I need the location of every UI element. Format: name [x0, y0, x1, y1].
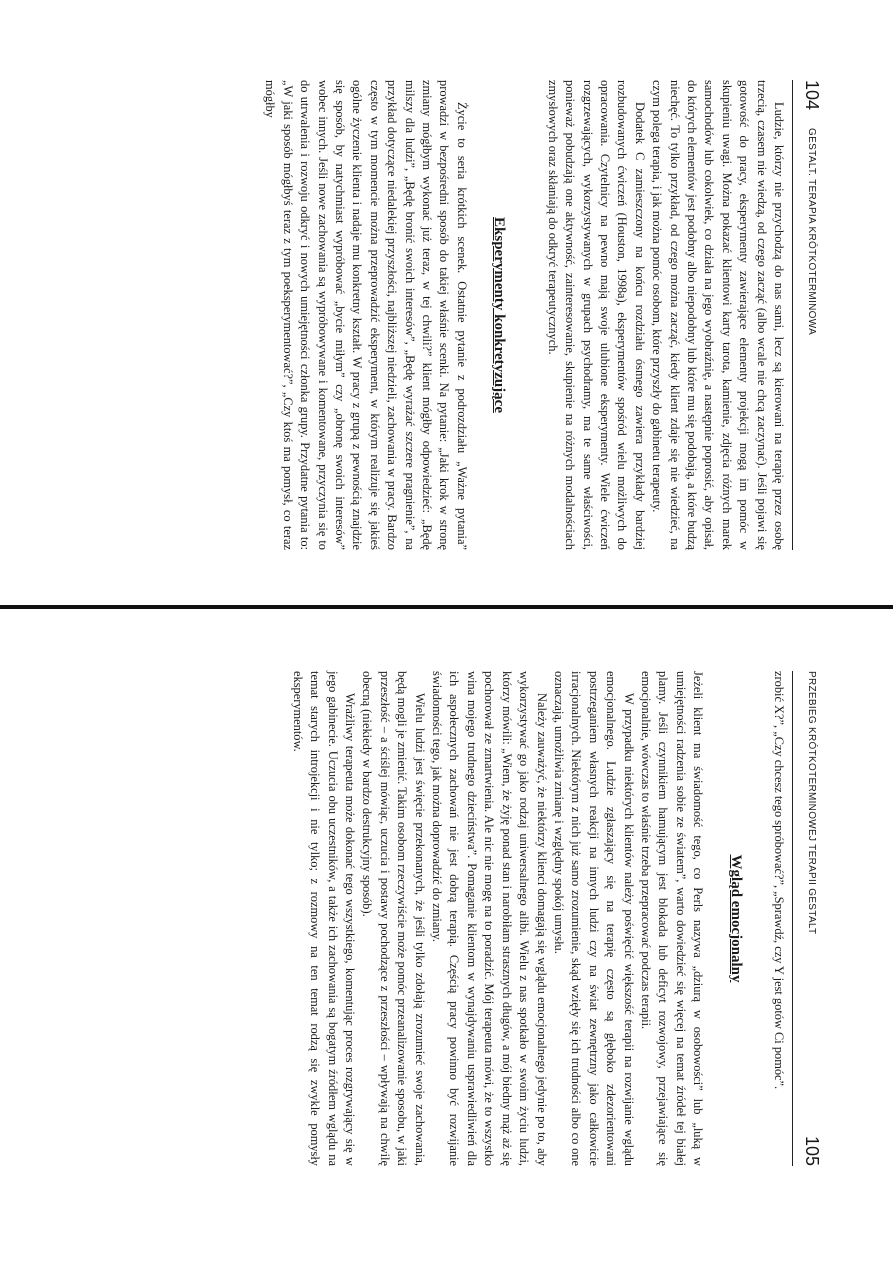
- right-page-header: [797, 671, 827, 1166]
- paragraph: Jeżeli klient ma świadomość tego, co Perls nazywa „dziurą w osobowości” lub „luką w umiejętności radzenia sobie ze światem”, warto dowiedzieć się więcej na temat źródeł tej białej plamy. Jeśli czynnikiem hamującym jest blokada lub deficyt rozwojowy, przejawiające się emocjonalnie, wówczas to właśnie trzeba przepracować podczas terapii.: [638, 671, 706, 1166]
- page-fold-divider: [0, 605, 893, 609]
- paragraph: Dodatek C zamieszczony na końcu rozdziału ósmego zawiera przykłady bardziej rozbudowanych ćwiczeń (Houston, 1998a), eksperymentów spośród wielu możliwych do opracowania. Czytelnicy na pewno mają swoje ulubione eksperymenty. Wiele ćwiczeń rozgrzewających, wykorzystywanych w grupach psychodramy, ma te same właściwości, ponieważ pobudzają one aktywność, zainteresowanie, skupienie na różnych modalnościach zmysłowych oraz skłaniają do odkryć terapeutycznych.: [545, 80, 647, 550]
- paragraph-continuation: zrobić X?”, „Czy chcesz tego spróbować?”, „Sprawdź, czy Y jest gotów Ci pomóc”.: [772, 671, 786, 1090]
- right-page: [0, 663, 893, 1263]
- header-rule: [792, 671, 793, 1166]
- paragraph: Należy zauważyć, że niektórzy klienci domagają się wglądu emocjonalnego jedynie po to, aby wykorzystywać go jako rodzaj uniwersalnego alibi. Wielu z nas spotkało w swoim życiu ludzi, którzy mówili: „Wiem, że żyję ponad stan i narobiłam strasznych długów, a mój biedny mąż aż się pochorował ze zmartwienia. Ale nic nie mogę na to poradzić. Mój terapeuta mówi, że to wszystko wina mojego trudnego dzieciństwa”. Pomaganie klientom w wynajdywaniu usprawiedliwień dla ich aspołecznych zachowań nie jest dobrą terapią. Częścią pracy powinno być rozwijanie świadomości tego, jak można doprowadzić do zmiany.: [430, 671, 549, 1166]
- paragraph: Wrażliwy terapeuta może dokonać tego wszystkiego, komentując proces rozgrywający się w jego gabinecie. Uczucia obu uczestników, a także ich zachowania są bogatym źródłem wglądu na temat starych introjekcji i nie tylko; z rozmowy na ten temat rodzą się zwykle pomysły eksperymentów.: [290, 671, 358, 1166]
- running-head: PRZEBIEG KRÓTKOTERMINOWEJ TERAPII GESTALT: [806, 671, 818, 935]
- left-page: [0, 0, 893, 600]
- paragraph: Wielu ludzi jest święcie przekonanych, że jeśli tylko zdołają zrozumieć swoje zachowania, będą mogli je zmienić. Takim osobom rzeczywiście może pomóc przeanalizowanie sposobu, w jaki przeszłość – a ściślej mówiąc, uczucia i postawy pochodzące z przeszłości – wpływają na chwilę obecną (niekiedy w bardzo destrukcyjny sposób).: [360, 671, 427, 1166]
- right-page-body: [288, 671, 787, 1166]
- page-number: 105: [802, 1135, 823, 1166]
- left-page-header: [797, 80, 827, 550]
- paragraph: Życie to seria krótkich scenek. Ostatnie pytanie z podrozdziału „Ważne pytania” prowadzi w bezpośredni sposób do takiej właśnie scenki. Na pytanie: „Jaki krok w stronę zmiany mógłbym wykonać już teraz, w tej chwili?” klient mógłby odpowiedzieć: „Będę milszy dla ludzi”, „Będę bronić swoich interesów”, „Będę wyrażać szczere pragnienie”, na przykład dotyczące niedalekiej przyszłości, najbliższej niedzieli, zachowania w pracy. Bardzo często w tym momencie można przeprowadzić eksperyment, w którym realizuje się jakieś ogólne życzenie klienta i nadaje mu konkretny kształt. W pracy z grupą z pewnością znajdzie się sposób, by natychmiast wypróbować „bycie miłym” czy „obronę swoich interesów” wobec innych. Jeśli nowe zachowania są wypróbowywane i komentowane, przyczynia się to do utrwalenia i rozwoju odkryć i nowych umiejętności członka grupy. Przydatne pytania to: „W jaki sposób mógłbyś teraz z tym poeksperymentować?”, „Czy ktoś ma pomysł, co teraz mógłby: [263, 80, 469, 550]
- section-heading: Wgląd emocjonalny: [727, 854, 744, 983]
- section-heading: Eksperymenty konkretyzujące: [491, 217, 508, 413]
- header-rule: [792, 80, 793, 550]
- page-number: 104: [802, 80, 823, 111]
- paragraph: Ludzie, którzy nie przychodzą do nas sami, lecz są kierowani na terapię przez osobę trzecią, czasem nie wiedzą, od czego zacząć (albo wcale nie chcą zaczynać). Jeśli pojawi się gotowość do pracy, eksperymenty zawierające elementy projekcji mogą im pomóc w skupieniu uwagi. Można pokazać klientowi karty tarota, kamienie, zdjęcia różnych marek samochodów lub cokolwiek, co działa na jego wyobraźnię, a następnie poprosić, aby opisał, do których elementów jest podobny albo niepodobny lub które mu się podobają, a które budzą niechęć. To tylko przykład, od czego można zacząć, kiedy klient zdaje się nie wiedzieć, na czym polega terapia, i jak można pomóc osobom, które przyszły do gabinetu terapeuty.: [650, 80, 786, 550]
- paragraph: W przypadku niektórych klientów należy poświęcić większość terapii na rozwijanie wglądu emocjonalnego. Ludzie zgłaszający się na terapię często są głęboko zdezorientowani postrzeganiem własnych reakcji na innych ludzi czy na świat zewnętrzny jako całkowicie irracjonalnych. Niektórym z nich już samo zrozumienie, skąd wzięły się ich trudności albo co one oznaczają, umożliwia zmianę i względny spokój umysłu.: [551, 671, 636, 1166]
- running-head: GESTALT. TERAPIA KRÓTKOTERMINOWA: [806, 128, 818, 336]
- left-page-body: [261, 80, 787, 550]
